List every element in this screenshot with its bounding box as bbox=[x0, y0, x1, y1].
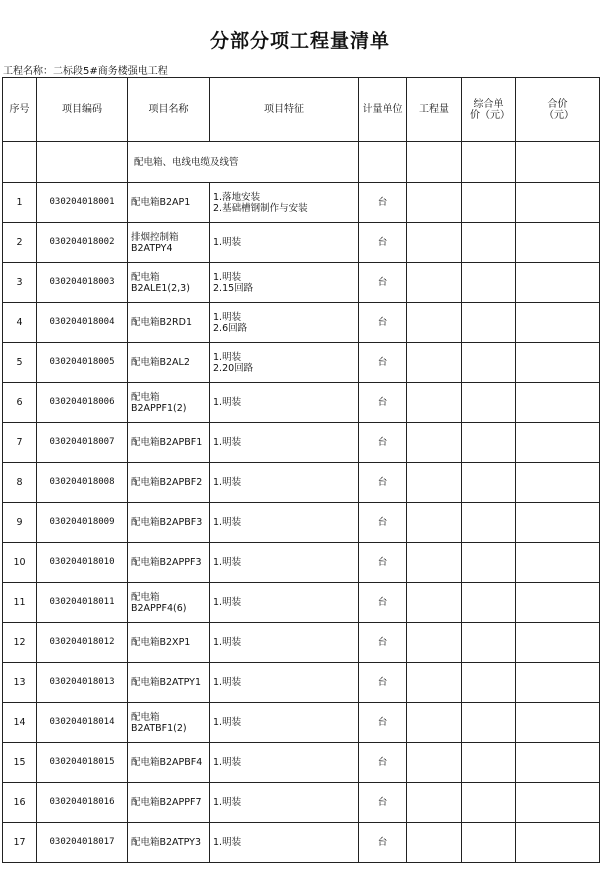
cell-code: 030204018015 bbox=[37, 743, 128, 783]
cell-seq: 16 bbox=[3, 783, 37, 823]
cell-unit: 台 bbox=[359, 183, 407, 223]
cell-code: 030204018011 bbox=[37, 583, 128, 623]
cell-name: 配电箱B2ATPY3 bbox=[128, 823, 210, 863]
cell-feature: 1.明装 bbox=[210, 383, 359, 423]
cell-seq: 4 bbox=[3, 303, 37, 343]
cell-total bbox=[516, 823, 600, 863]
cell-unit-price bbox=[462, 263, 516, 303]
cell-unit-price bbox=[462, 303, 516, 343]
cell-total bbox=[516, 583, 600, 623]
cell-qty bbox=[407, 423, 462, 463]
table-row bbox=[3, 583, 600, 623]
section-row bbox=[3, 142, 600, 183]
cell-unit-price bbox=[462, 623, 516, 663]
cell-code: 030204018008 bbox=[37, 463, 128, 503]
cell-feature: 1.明装 bbox=[210, 783, 359, 823]
section-title: 配电箱、电线电缆及线管 bbox=[128, 142, 359, 183]
cell-qty bbox=[407, 583, 462, 623]
cell-code: 030204018001 bbox=[37, 183, 128, 223]
table-row bbox=[3, 183, 600, 223]
cell-unit: 台 bbox=[359, 783, 407, 823]
cell-qty bbox=[407, 823, 462, 863]
cell-unit: 台 bbox=[359, 623, 407, 663]
table-row bbox=[3, 343, 600, 383]
cell-name: 配电箱B2XP1 bbox=[128, 623, 210, 663]
cell-name: 配电箱B2ATPY1 bbox=[128, 663, 210, 703]
cell-total bbox=[516, 463, 600, 503]
cell-total bbox=[516, 743, 600, 783]
cell-code: 030204018003 bbox=[37, 263, 128, 303]
cell-seq: 2 bbox=[3, 223, 37, 263]
cell-name: 配电箱 B2ALE1(2,3) bbox=[128, 263, 210, 303]
cell-feature: 1.明装 bbox=[210, 823, 359, 863]
cell-qty bbox=[407, 263, 462, 303]
cell-unit: 台 bbox=[359, 823, 407, 863]
cell-unit-price bbox=[462, 463, 516, 503]
table-row bbox=[3, 383, 600, 423]
cell-unit-price bbox=[462, 703, 516, 743]
table-row bbox=[3, 783, 600, 823]
table-row bbox=[3, 423, 600, 463]
cell-unit: 台 bbox=[359, 503, 407, 543]
cell-feature: 1.明装 2.20回路 bbox=[210, 343, 359, 383]
cell-unit: 台 bbox=[359, 263, 407, 303]
cell-code: 030204018006 bbox=[37, 383, 128, 423]
table-row bbox=[3, 743, 600, 783]
cell-feature: 1.明装 bbox=[210, 543, 359, 583]
cell-name: 配电箱 B2APPF1(2) bbox=[128, 383, 210, 423]
cell-name: 配电箱B2APBF3 bbox=[128, 503, 210, 543]
cell-unit: 台 bbox=[359, 743, 407, 783]
cell-seq: 1 bbox=[3, 183, 37, 223]
header-total: 合价（元） bbox=[516, 78, 600, 142]
cell-name: 配电箱B2APPF3 bbox=[128, 543, 210, 583]
table-row bbox=[3, 543, 600, 583]
cell-seq: 8 bbox=[3, 463, 37, 503]
project-name: 工程名称：二标段5#商务楼强电工程 bbox=[3, 66, 168, 77]
cell-unit: 台 bbox=[359, 383, 407, 423]
cell-qty bbox=[407, 383, 462, 423]
header-code: 项目编码 bbox=[37, 78, 128, 142]
cell-feature: 1.明装 bbox=[210, 663, 359, 703]
cell-unit: 台 bbox=[359, 223, 407, 263]
cell-code: 030204018014 bbox=[37, 703, 128, 743]
cell-feature: 1.落地安装 2.基础槽钢制作与安装 bbox=[210, 183, 359, 223]
cell-seq: 17 bbox=[3, 823, 37, 863]
cell-name: 排烟控制箱 B2ATPY4 bbox=[128, 223, 210, 263]
cell-total bbox=[516, 663, 600, 703]
cell-name: 配电箱B2APBF2 bbox=[128, 463, 210, 503]
cell-name: 配电箱 B2APPF4(6) bbox=[128, 583, 210, 623]
cell-unit-price bbox=[462, 583, 516, 623]
cell-seq: 7 bbox=[3, 423, 37, 463]
cell-feature: 1.明装 2.15回路 bbox=[210, 263, 359, 303]
cell-unit-price bbox=[462, 783, 516, 823]
cell-name: 配电箱B2RD1 bbox=[128, 303, 210, 343]
table-row bbox=[3, 223, 600, 263]
cell-qty bbox=[407, 783, 462, 823]
cell-unit: 台 bbox=[359, 343, 407, 383]
page-title: 分部分项工程量清单 bbox=[209, 30, 390, 52]
cell-code: 030204018016 bbox=[37, 783, 128, 823]
table-row bbox=[3, 663, 600, 703]
table-row bbox=[3, 703, 600, 743]
header-row bbox=[3, 78, 600, 142]
cell-seq: 3 bbox=[3, 263, 37, 303]
cell-seq: 5 bbox=[3, 343, 37, 383]
cell-total bbox=[516, 703, 600, 743]
cell-code: 030204018009 bbox=[37, 503, 128, 543]
cell-unit: 台 bbox=[359, 463, 407, 503]
cell-total bbox=[516, 263, 600, 303]
cell-total bbox=[516, 623, 600, 663]
cell-unit-price bbox=[462, 183, 516, 223]
cell-qty bbox=[407, 743, 462, 783]
header-seq: 序号 bbox=[3, 78, 37, 142]
cell-unit: 台 bbox=[359, 303, 407, 343]
cell-code: 030204018013 bbox=[37, 663, 128, 703]
cell-qty bbox=[407, 343, 462, 383]
header-name: 项目名称 bbox=[128, 78, 210, 142]
cell-qty bbox=[407, 623, 462, 663]
cell-seq: 11 bbox=[3, 583, 37, 623]
cell-unit: 台 bbox=[359, 543, 407, 583]
table-row bbox=[3, 463, 600, 503]
cell-unit: 台 bbox=[359, 663, 407, 703]
cell-name: 配电箱B2AP1 bbox=[128, 183, 210, 223]
cell-feature: 1.明装 bbox=[210, 703, 359, 743]
cell-unit: 台 bbox=[359, 583, 407, 623]
cell-name: 配电箱 B2ATBF1(2) bbox=[128, 703, 210, 743]
cell-qty bbox=[407, 183, 462, 223]
cell-unit: 台 bbox=[359, 703, 407, 743]
cell-code: 030204018002 bbox=[37, 223, 128, 263]
cell-code: 030204018005 bbox=[37, 343, 128, 383]
cell-name: 配电箱B2APBF1 bbox=[128, 423, 210, 463]
cell-feature: 1.明装 bbox=[210, 583, 359, 623]
header-feature: 项目特征 bbox=[210, 78, 359, 142]
cell-total bbox=[516, 783, 600, 823]
cell-seq: 10 bbox=[3, 543, 37, 583]
cell-feature: 1.明装 bbox=[210, 503, 359, 543]
cell-total bbox=[516, 383, 600, 423]
cell-seq: 6 bbox=[3, 383, 37, 423]
cell-qty bbox=[407, 663, 462, 703]
cell-unit-price bbox=[462, 823, 516, 863]
cell-qty bbox=[407, 223, 462, 263]
cell-feature: 1.明装 bbox=[210, 743, 359, 783]
header-unit: 计量单位 bbox=[359, 78, 407, 142]
cell-code: 030204018012 bbox=[37, 623, 128, 663]
cell-name: 配电箱B2APPF7 bbox=[128, 783, 210, 823]
cell-total bbox=[516, 183, 600, 223]
cell-feature: 1.明装 2.6回路 bbox=[210, 303, 359, 343]
cell-seq: 12 bbox=[3, 623, 37, 663]
cell-unit-price bbox=[462, 503, 516, 543]
cell-total bbox=[516, 423, 600, 463]
header-qty: 工程量 bbox=[407, 78, 462, 142]
cell-code: 030204018010 bbox=[37, 543, 128, 583]
cell-unit-price bbox=[462, 663, 516, 703]
cell-total bbox=[516, 343, 600, 383]
cell-unit-price bbox=[462, 423, 516, 463]
cell-qty bbox=[407, 543, 462, 583]
cell-total bbox=[516, 303, 600, 343]
cell-unit-price bbox=[462, 743, 516, 783]
cell-qty bbox=[407, 303, 462, 343]
cell-seq: 14 bbox=[3, 703, 37, 743]
cell-qty bbox=[407, 463, 462, 503]
cell-total bbox=[516, 543, 600, 583]
cell-seq: 9 bbox=[3, 503, 37, 543]
cell-total bbox=[516, 503, 600, 543]
table-row bbox=[3, 303, 600, 343]
header-unit-price: 综合单价（元） bbox=[462, 78, 516, 142]
table-row bbox=[3, 623, 600, 663]
cell-qty bbox=[407, 503, 462, 543]
cell-name: 配电箱B2APBF4 bbox=[128, 743, 210, 783]
bill-of-quantities-table bbox=[2, 77, 600, 863]
table-row bbox=[3, 823, 600, 863]
cell-qty bbox=[407, 703, 462, 743]
cell-unit-price bbox=[462, 223, 516, 263]
cell-seq: 13 bbox=[3, 663, 37, 703]
cell-feature: 1.明装 bbox=[210, 423, 359, 463]
cell-feature: 1.明装 bbox=[210, 463, 359, 503]
cell-unit-price bbox=[462, 343, 516, 383]
cell-name: 配电箱B2AL2 bbox=[128, 343, 210, 383]
cell-code: 030204018007 bbox=[37, 423, 128, 463]
cell-feature: 1.明装 bbox=[210, 623, 359, 663]
cell-unit-price bbox=[462, 383, 516, 423]
cell-feature: 1.明装 bbox=[210, 223, 359, 263]
cell-unit-price bbox=[462, 543, 516, 583]
table-row bbox=[3, 263, 600, 303]
cell-total bbox=[516, 223, 600, 263]
table-row bbox=[3, 503, 600, 543]
cell-code: 030204018004 bbox=[37, 303, 128, 343]
cell-code: 030204018017 bbox=[37, 823, 128, 863]
cell-unit: 台 bbox=[359, 423, 407, 463]
cell-seq: 15 bbox=[3, 743, 37, 783]
